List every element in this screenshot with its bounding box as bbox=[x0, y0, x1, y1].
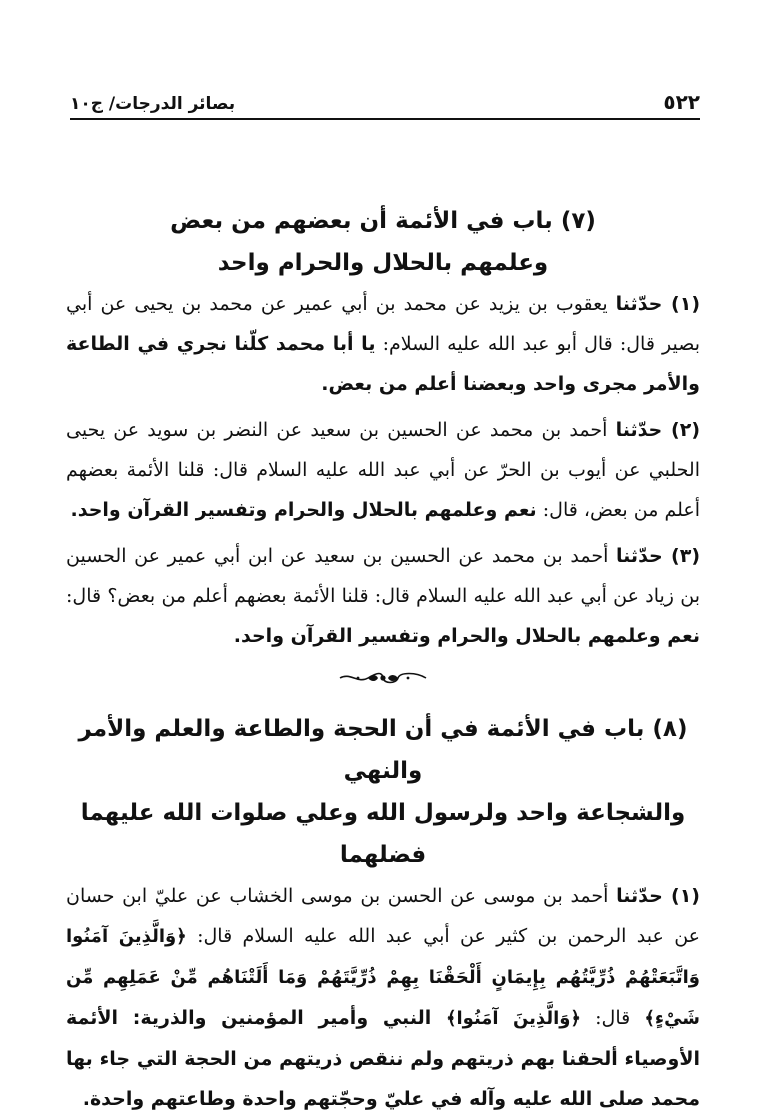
chapter-title-8-line1: (٨) باب في الأئمة في أن الحجة والطاعة والعلم والأمر والنهي bbox=[78, 716, 688, 784]
chapter-title-8-line2: والشجاعة واحد ولرسول الله وعلي صلوات الله عليهما فضلهما bbox=[80, 800, 686, 868]
ornament-icon bbox=[338, 670, 428, 686]
running-head bbox=[70, 80, 700, 120]
chapter-title-7-line1: (٧) باب في الأئمة أن بعضهم من بعض bbox=[170, 208, 596, 234]
quran-verse-1: ﴿وَالَّذِينَ آمَنُوا وَاتَّبَعَتْهُمْ ذُرِّيَّتُهُم بِإِيمَانٍ أَلْحَقْنَا بِهِمْ ذُرِّيَّتَهُمْ وَمَا أَلَتْنَاهُم مِّنْ عَمَلِهِم مِّن شَيْءٍ﴾ bbox=[66, 926, 700, 1029]
hadith-8-1-number: (١) حدّثنا bbox=[616, 885, 700, 907]
quran-verse-2: ﴿وَالَّذِينَ آمَنُوا﴾ bbox=[445, 1008, 581, 1029]
hadith-7-3 bbox=[66, 536, 700, 656]
hadith-7-1-speech: يا أبا محمد كلّنا نجري في الطاعة والأمر مجرى واحد وبعضنا أعلم من بعض. bbox=[66, 333, 700, 395]
hadith-7-3-chain: أحمد بن محمد عن الحسين بن سعيد عن ابن أبي عمير عن الحسين بن زياد عن أبي عبد الله عليه السلام قال: قلنا الأئمة بعضهم أعلم من بعض؟ قال: bbox=[66, 545, 700, 607]
chapter-title-7 bbox=[66, 200, 700, 284]
hadith-7-3-number: (٣) حدّثنا bbox=[616, 545, 700, 567]
hadith-7-3-speech: نعم وعلمهم بالحلال والحرام وتفسير القرآن واحد. bbox=[233, 625, 700, 647]
hadith-8-1-said: قال: bbox=[580, 1007, 645, 1029]
section-divider-ornament bbox=[66, 656, 700, 700]
hadith-7-2 bbox=[66, 410, 700, 530]
page-content bbox=[66, 200, 700, 1119]
chapter-title-8 bbox=[66, 708, 700, 876]
hadith-8-1-chain: أحمد بن موسى عن الحسن بن موسى الخشاب عن عليّ ابن حسان عن عبد الرحمن بن كثير عن أبي عبد الله عليه السلام قال: bbox=[66, 885, 701, 947]
hadith-8-1 bbox=[66, 876, 700, 1119]
hadith-7-1-chain: يعقوب بن يزيد عن محمد بن أبي عمير عن محمد بن يحيى عن أبي بصير قال: قال أبو عبد الله عليه السلام: bbox=[66, 293, 701, 355]
page-number: ٥٢٢ bbox=[663, 90, 700, 114]
hadith-7-2-number: (٢) حدّثنا bbox=[615, 419, 700, 441]
hadith-7-2-speech: نعم وعلمهم بالحلال والحرام وتفسير القرآن واحد. bbox=[70, 499, 537, 521]
book-title: بصائر الدرجات/ ج١٠ bbox=[70, 94, 236, 114]
hadith-7-2-chain: أحمد بن محمد عن الحسين بن سعيد عن النضر بن سويد عن يحيى الحلبي عن أيوب بن الحرّ عن أبي عبد الله عليه السلام قال: قلنا الأئمة بعضهم أعلم من بعض، قال: bbox=[66, 419, 700, 521]
hadith-7-1-number: (١) حدّثنا bbox=[615, 293, 700, 315]
hadith-7-1 bbox=[66, 284, 700, 404]
hadith-8-1-speech: النبي وأمير المؤمنين والذرية: الأئمة الأوصياء ألحقنا بهم ذريتهم ولم ننقص ذريتهم من الحجة التي جاء بها محمد صلى الله عليه وآله في عليّ وحجّتهم واحدة وطاعتهم واحدة. bbox=[66, 1007, 700, 1110]
chapter-title-7-line2: وعلمهم بالحلال والحرام واحد bbox=[217, 250, 549, 276]
